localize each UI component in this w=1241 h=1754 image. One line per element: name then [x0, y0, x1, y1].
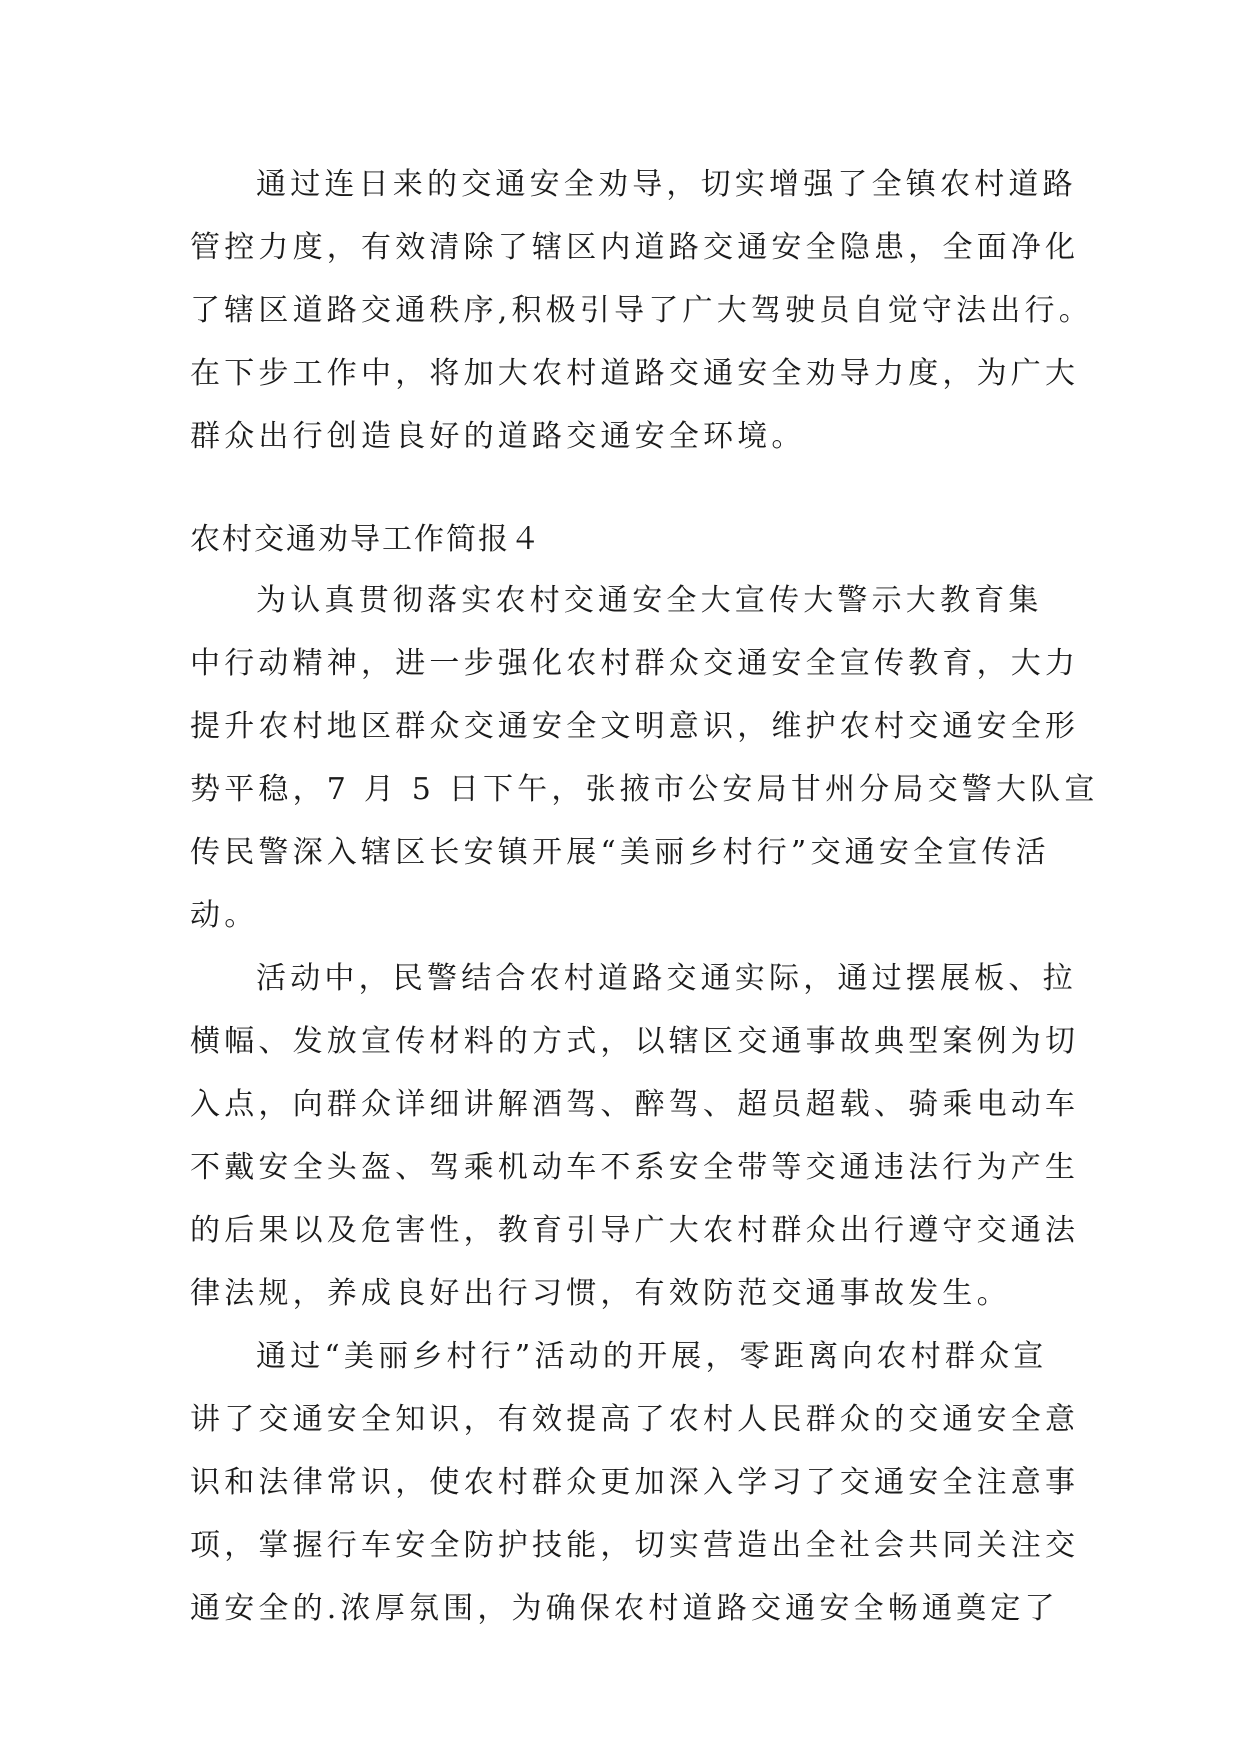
paragraph-line: 的后果以及危害性，教育引导广大农村群众出行遵守交通法 [190, 1213, 1080, 1248]
paragraph-line: 传民警深入辖区长安镇开展“美丽乡村行”交通安全宣传活 [190, 835, 1050, 870]
paragraph-line: 不戴安全头盔、驾乘机动车不系安全带等交通违法行为产生 [190, 1150, 1080, 1185]
paragraph-line: 动。 [190, 898, 259, 933]
section-heading: 农村交通劝导工作简报４ [190, 522, 542, 557]
paragraph-line: 识和法律常识，使农村群众更加深入学习了交通安全注意事 [190, 1465, 1080, 1500]
paragraph-line: 势平稳，7 月 5 日下午，张掖市公安局甘州分局交警大队宣 [190, 772, 1099, 807]
paragraph-line: 讲了交通安全知识，有效提高了农村人民群众的交通安全意 [190, 1402, 1080, 1437]
paragraph-line: 横幅、发放宣传材料的方式，以辖区交通事故典型案例为切 [190, 1024, 1080, 1059]
paragraph-line: 群众出行创造良好的道路交通安全环境。 [190, 419, 806, 454]
paragraph-line: 入点，向群众详细讲解酒驾、醉驾、超员超载、骑乘电动车 [190, 1087, 1080, 1122]
paragraph-line: 通过“美丽乡村行”活动的开展，零距离向农村群众宣 [256, 1339, 1048, 1374]
paragraph-line: 通安全的.浓厚氛围，为确保农村道路交通安全畅通奠定了 [190, 1591, 1059, 1626]
paragraph-line: 活动中，民警结合农村道路交通实际，通过摆展板、拉 [256, 961, 1077, 996]
paragraph-line: 管控力度，有效清除了辖区内道路交通安全隐患，全面净化 [190, 230, 1080, 265]
paragraph-line: 项，掌握行车安全防护技能，切实营造出全社会共同关注交 [190, 1528, 1080, 1563]
paragraph-line: 为认真贯彻落实农村交通安全大宣传大警示大教育集 [256, 583, 1043, 618]
paragraph-line: 了辖区道路交通秩序,积极引导了广大驾驶员自觉守法出行。 [190, 293, 1093, 328]
paragraph-line: 提升农村地区群众交通安全文明意识，维护农村交通安全形 [190, 709, 1080, 744]
paragraph-line: 通过连日来的交通安全劝导，切实增强了全镇农村道路 [256, 167, 1077, 202]
paragraph-line: 中行动精神，进一步强化农村群众交通安全宣传教育，大力 [190, 646, 1080, 681]
paragraph-line: 在下步工作中，将加大农村道路交通安全劝导力度，为广大 [190, 356, 1080, 391]
paragraph-line: 律法规，养成良好出行习惯，有效防范交通事故发生。 [190, 1276, 1011, 1311]
